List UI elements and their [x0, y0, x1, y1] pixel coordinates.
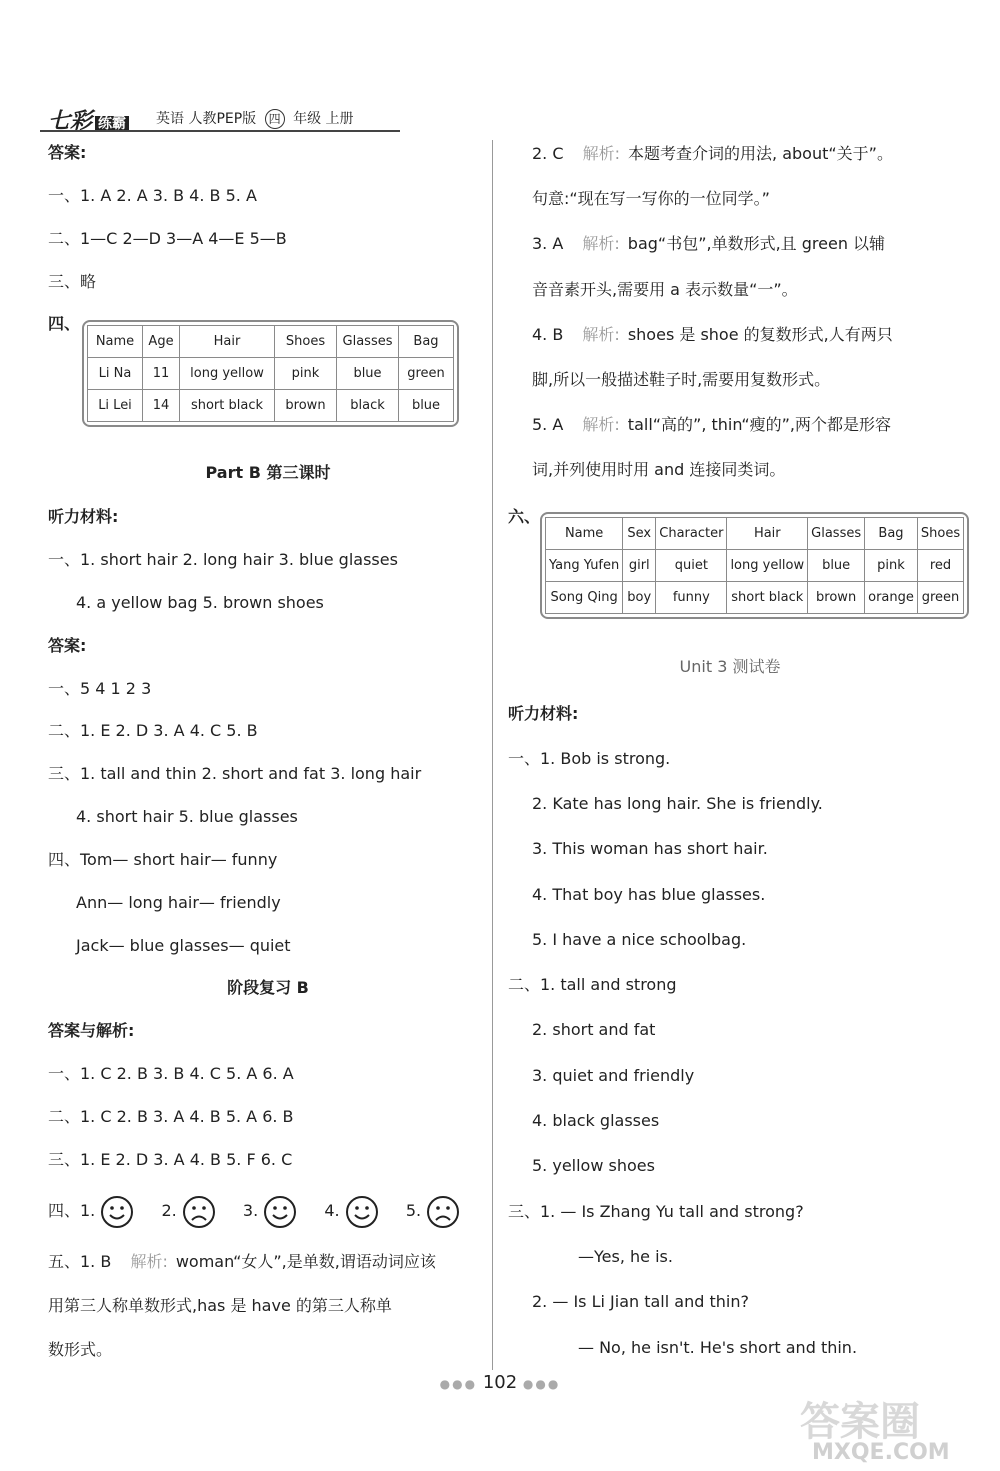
answer-label: 五、1. B: [48, 1252, 112, 1271]
dialogue-line: —Yes, he is.: [578, 1247, 673, 1266]
explanation-text: woman“女人”,是单数,谓语动词应该: [175, 1252, 436, 1271]
table-header-cell: Bag: [865, 518, 918, 550]
explanation-text: bag“书包”,单数形式,且 green 以辅: [627, 234, 886, 253]
table-cell: 14: [143, 390, 180, 422]
section-label: 六、: [508, 507, 541, 526]
answers-label: 答案:: [48, 143, 87, 162]
table-header-row: [546, 518, 964, 550]
answer-table-4: [82, 320, 459, 427]
listening-line: 2. Kate has long hair. She is friendly.: [532, 794, 823, 813]
table-header-cell: Sex: [623, 518, 656, 550]
table-header-cell: Shoes: [275, 326, 337, 358]
explanation-text: 音音素开头,需要用 a 表示数量“一”。: [532, 280, 798, 299]
table: [545, 517, 964, 614]
table-cell: boy: [623, 582, 656, 614]
section-title: Part B 第三课时: [205, 463, 331, 482]
explanation-text: 用第三人称单数形式,has 是 have 的第三人称单: [48, 1296, 392, 1315]
listening-label: 听力材料:: [508, 704, 579, 723]
listening-line: 5. I have a nice schoolbag.: [532, 930, 747, 949]
explanation-text: 数形式。: [48, 1340, 113, 1359]
answer-line: Jack— blue glasses— quiet: [76, 936, 291, 955]
table-cell: girl: [623, 550, 656, 582]
explanation-text: 句意:“现在写一写你的一位同学。”: [532, 189, 770, 208]
answer-label: 3.: [242, 1201, 259, 1220]
explanation-tag: 解析:: [582, 234, 620, 253]
answer-label: 5. A: [532, 415, 564, 434]
book-grade: 年级 上册: [293, 111, 354, 127]
answer-line: 一、1. A 2. A 3. B 4. B 5. A: [48, 186, 257, 205]
table-cell: 11: [143, 358, 180, 390]
answer-line: Ann— long hair— friendly: [76, 893, 281, 912]
table-cell: Song Qing: [546, 582, 623, 614]
section-title: 阶段复习 B: [227, 978, 309, 997]
sad-face-icon: [182, 1195, 216, 1229]
table-cell: blue: [808, 550, 865, 582]
listening-line: 5. yellow shoes: [532, 1156, 655, 1175]
watermark-logo: 答案圈: [800, 1399, 920, 1445]
listening-line: 二、1. tall and strong: [508, 975, 677, 994]
table-row: [88, 390, 454, 422]
answers-label: 答案与解析:: [48, 1021, 135, 1040]
table-cell: blue: [399, 390, 454, 422]
answer-line: 二、1. E 2. D 3. A 4. C 5. B: [48, 721, 258, 740]
brand-logo: 七彩 练霸: [48, 104, 129, 135]
watermark: [800, 1390, 1000, 1470]
table-cell: green: [917, 582, 963, 614]
explanation-text: 本题考查介词的用法, about“关于”。: [628, 144, 893, 163]
answer-table-6: [540, 512, 969, 619]
table-cell: blue: [337, 358, 399, 390]
page-number: [420, 1372, 580, 1393]
dots-decoration: ●●●: [439, 1377, 478, 1391]
table-header-cell: Hair: [180, 326, 275, 358]
dialogue-line: — No, he isn't. He's short and thin.: [578, 1338, 858, 1357]
dialogue-line: 三、1. — Is Zhang Yu tall and strong?: [508, 1202, 804, 1221]
table-header-cell: Glasses: [337, 326, 399, 358]
table-cell: green: [399, 358, 454, 390]
listening-line: 3. This woman has short hair.: [532, 839, 768, 858]
book-subject: 英语 人教PEP版: [156, 111, 257, 127]
answer-label: 4. B: [532, 325, 564, 344]
table-cell: quiet: [656, 550, 727, 582]
listening-line: 3. quiet and friendly: [532, 1066, 695, 1085]
explanation-line: [532, 325, 893, 345]
table-row: [546, 550, 964, 582]
answer-label: 3. A: [532, 234, 564, 253]
page-header: [40, 100, 400, 136]
explanation-text: 词,并列使用时用 and 连接同类词。: [532, 460, 786, 479]
listening-line: 2. short and fat: [532, 1020, 656, 1039]
table-cell: Li Na: [88, 358, 143, 390]
table-header-cell: Name: [88, 326, 143, 358]
table-header-cell: Age: [143, 326, 180, 358]
smiley-face-icon: [345, 1195, 379, 1229]
table-row: [546, 582, 964, 614]
table-cell: funny: [656, 582, 727, 614]
explanation-text: tall“高的”, thin“瘦的”,两个都是形容: [627, 415, 892, 434]
answer-line: 一、1. short hair 2. long hair 3. blue glasses: [48, 550, 398, 569]
sad-face-icon: [426, 1195, 460, 1229]
faces-row: [48, 1192, 460, 1230]
section-label: 四、: [48, 314, 81, 333]
explanation-line: [532, 415, 891, 435]
explanation-line: [532, 234, 885, 254]
listening-line: 4. That boy has blue glasses.: [532, 885, 766, 904]
answer-label: 2.: [161, 1201, 177, 1220]
answer-line: 一、5 4 1 2 3: [48, 679, 152, 698]
answer-line: 四、Tom— short hair— funny: [48, 850, 278, 869]
answer-line: 三、1. E 2. D 3. A 4. B 5. F 6. C: [48, 1150, 293, 1169]
table-cell: black: [337, 390, 399, 422]
listening-line: 一、1. Bob is strong.: [508, 749, 671, 768]
table-cell: long yellow: [727, 550, 808, 582]
listening-label: 听力材料:: [48, 507, 119, 526]
table-header-row: [88, 326, 454, 358]
smiley-face-icon: [263, 1195, 297, 1229]
explanation-text: 脚,所以一般描述鞋子时,需要用复数形式。: [532, 370, 831, 389]
table-header-cell: Glasses: [808, 518, 865, 550]
answer-line: 4. short hair 5. blue glasses: [76, 807, 298, 826]
table-header-cell: Character: [656, 518, 727, 550]
answer-line: 二、1—C 2—D 3—A 4—E 5—B: [48, 229, 287, 248]
table-cell: long yellow: [180, 358, 275, 390]
answer-line: 三、1. tall and thin 2. short and fat 3. long hair: [48, 764, 422, 783]
table-cell: Li Lei: [88, 390, 143, 422]
table-header-cell: Shoes: [917, 518, 963, 550]
answer-label: 四、1.: [48, 1201, 96, 1220]
explanation-tag: 解析:: [582, 144, 621, 163]
table-cell: pink: [275, 358, 337, 390]
table-cell: brown: [275, 390, 337, 422]
answer-line: 一、1. C 2. B 3. B 4. C 5. A 6. A: [48, 1064, 294, 1083]
page-number-text: 102: [482, 1372, 518, 1393]
answer-label: 4.: [324, 1201, 340, 1220]
table-header-cell: Bag: [399, 326, 454, 358]
table-cell: Yang Yufen: [546, 550, 623, 582]
table-cell: brown: [808, 582, 865, 614]
header-rule: [40, 130, 400, 132]
explanation-tag: 解析:: [130, 1252, 168, 1271]
column-divider: [492, 140, 493, 1370]
answer-label: 2. C: [532, 144, 564, 163]
section-title: Unit 3 测试卷: [679, 657, 781, 676]
answer-line: 三、略: [48, 272, 97, 291]
dialogue-line: 2. — Is Li Jian tall and thin?: [532, 1292, 749, 1311]
table-cell: pink: [865, 550, 918, 582]
answer-line: 二、1. C 2. B 3. A 4. B 5. A 6. B: [48, 1107, 294, 1126]
explanation-text: shoes 是 shoe 的复数形式,人有两只: [627, 325, 893, 344]
answers-label: 答案:: [48, 636, 87, 655]
watermark-url: MXQE.COM: [812, 1440, 950, 1465]
book-info: [156, 108, 354, 129]
table: [87, 325, 454, 422]
table-cell: orange: [865, 582, 918, 614]
table-row: [88, 358, 454, 390]
table-header-cell: Name: [546, 518, 623, 550]
answer-label: 5.: [405, 1201, 422, 1220]
explanation-tag: 解析:: [582, 415, 620, 434]
table-cell: short black: [180, 390, 275, 422]
answer-line: 4. a yellow bag 5. brown shoes: [76, 593, 324, 612]
table-header-cell: Hair: [727, 518, 808, 550]
explanation-line: [48, 1252, 436, 1272]
table-cell: short black: [727, 582, 808, 614]
smiley-face-icon: [100, 1195, 134, 1229]
listening-line: 4. black glasses: [532, 1111, 660, 1130]
explanation-line: [532, 144, 893, 164]
dots-decoration: ●●●: [522, 1377, 561, 1391]
explanation-tag: 解析:: [582, 325, 620, 344]
grade-badge: 四: [265, 109, 285, 129]
table-cell: red: [917, 550, 963, 582]
